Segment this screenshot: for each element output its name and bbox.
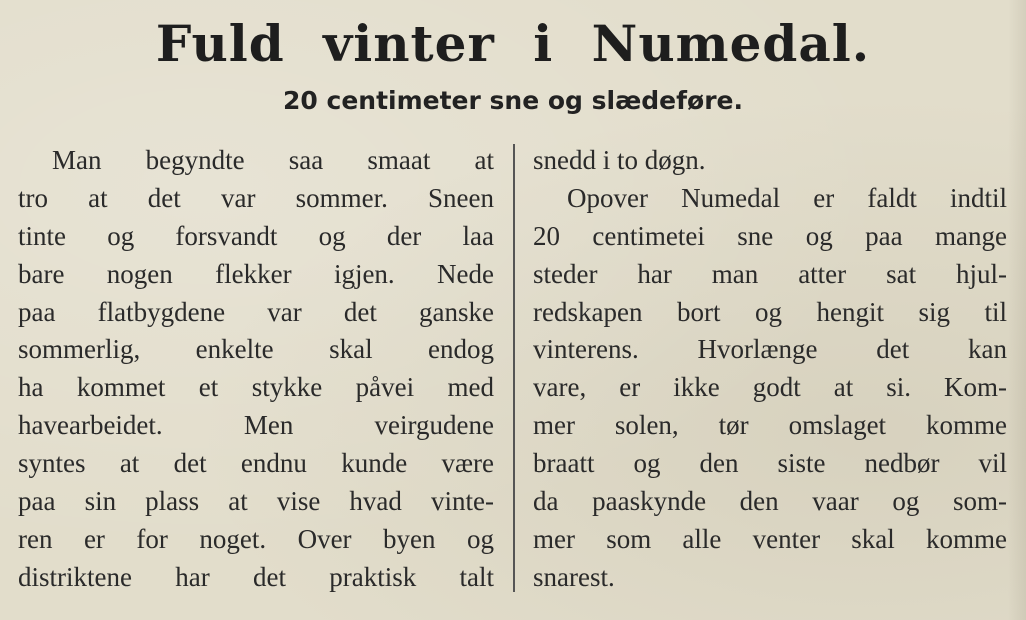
text-line: mer solen, tør omslaget komme xyxy=(533,410,1007,441)
text-line: Opover Numedal er faldt indtil xyxy=(567,182,1007,213)
text-line: sommerlig, enkelte skal endog xyxy=(18,334,494,365)
text-line: braatt og den siste nedbør vil xyxy=(533,448,1007,479)
text-line: 20 centimetei sne og paa mange xyxy=(533,220,1007,251)
text-line: redskapen bort og hengit sig til xyxy=(533,296,1007,327)
subheadline: 20 centimeter sne og slædeføre. xyxy=(283,86,743,115)
right-column xyxy=(533,142,1007,597)
headline: Fuld vinter i Numedal. xyxy=(155,14,871,73)
text-line: snarest. xyxy=(533,561,615,592)
text-line: havearbeidet. Men veirgudene xyxy=(18,410,494,441)
text-line: tinte og forsvandt og der laa xyxy=(18,220,494,251)
text-line: da paaskynde den vaar og som- xyxy=(533,486,1007,517)
text-line: vinterens. Hvorlænge det kan xyxy=(533,334,1007,365)
paper-edge-shadow xyxy=(1008,0,1026,620)
text-line: vare, er ikke godt at si. Kom- xyxy=(533,372,1007,403)
text-line: ha kommet et stykke påvei med xyxy=(18,372,494,403)
text-line: bare nogen flekker igjen. Nede xyxy=(18,258,494,289)
text-line: paa flatbygdene var det ganske xyxy=(18,296,494,327)
text-line: distriktene har det praktisk talt xyxy=(18,561,494,592)
text-line: Man begyndte saa smaat at xyxy=(52,145,494,175)
text-line: paa sin plass at vise hvad vinte- xyxy=(18,486,494,517)
left-column xyxy=(18,142,494,597)
text-line: steder har man atter sat hjul- xyxy=(533,258,1007,289)
column-divider xyxy=(513,144,515,592)
text-line: syntes at det endnu kunde være xyxy=(18,448,494,479)
text-line: ren er for noget. Over byen og xyxy=(18,523,494,554)
text-line: snedd i to døgn. xyxy=(533,145,706,175)
text-line: mer som alle venter skal komme xyxy=(533,523,1007,554)
text-line: tro at det var sommer. Sneen xyxy=(18,182,494,213)
